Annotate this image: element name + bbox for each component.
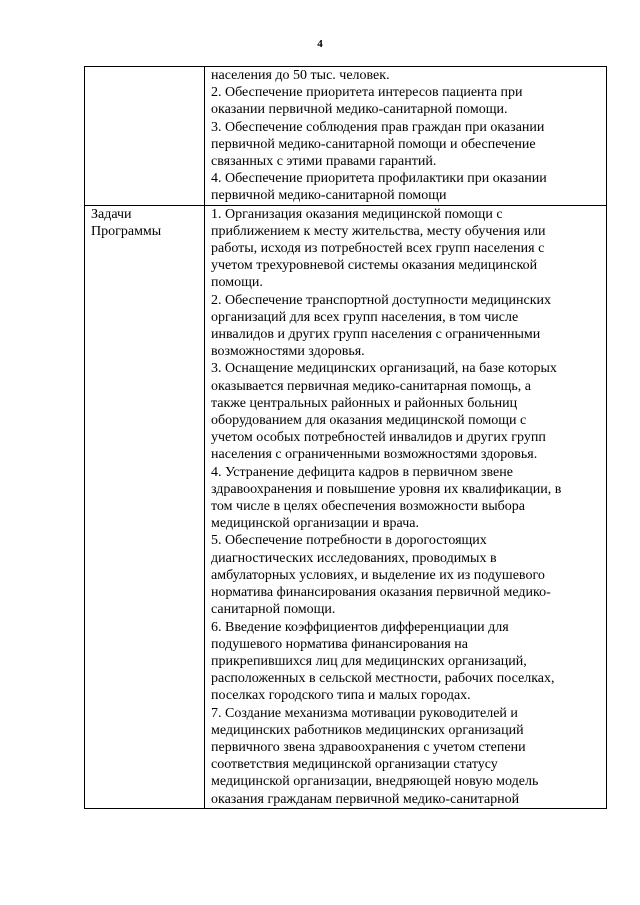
program-passport-table <box>84 66 607 809</box>
text-line: прикрепившихся лиц для медицинских организаций, <box>211 653 527 669</box>
text-line: норматива финансирования оказания первичной медико- <box>211 585 551 601</box>
text-line: оказания гражданам первичной медико-санитарной <box>211 791 520 807</box>
text-line: первичной медико-санитарной помощи <box>211 188 447 204</box>
text-line: 7. Создание механизма мотивации руководителей и <box>211 705 518 721</box>
text-line: подушевого норматива финансирования на <box>211 636 468 652</box>
text-line: соответствия медицинской организации статусу <box>211 757 498 773</box>
text-line: первичной медико-санитарной помощи и обеспечение <box>211 136 536 152</box>
row-label-cell <box>85 67 205 206</box>
text-line: медицинской организации и врача. <box>211 516 419 532</box>
text-line: медицинской организации, внедряющей новую модель <box>211 774 539 790</box>
text-line: медицинских работников медицинских организаций <box>211 722 524 738</box>
text-line: том числе в целях обеспечения возможности выбора <box>211 499 526 515</box>
text-line: учетом трехуровневой системы оказания медицинской <box>211 258 538 274</box>
text-line: амбулаторных условиях, и выделение их из подушевого <box>211 567 545 583</box>
text-line: 4. Обеспечение приоритета профилактики при оказании <box>211 171 547 187</box>
text-line: 5. Обеспечение потребности в дорогостоящих <box>211 533 487 549</box>
page-number: 4 <box>317 38 323 50</box>
text-line: 1. Организация оказания медицинской помощи с <box>211 206 503 222</box>
text-line: оборудованием для оказания медицинской помощи с <box>211 413 527 429</box>
text-line: работы, исходя из потребностей всех групп населения с <box>211 241 545 257</box>
text-line: диагностических исследованиях, проводимых в <box>211 550 497 566</box>
text-line: 4. Устранение дефицита кадров в первичном звене <box>211 464 513 480</box>
text-line: организаций для всех групп населения, в том числе <box>211 309 519 325</box>
text-line: санитарной помощи. <box>211 602 336 618</box>
row-label-line: Задачи <box>91 206 132 222</box>
text-line: здравоохранения и повышение уровня их квалификации, в <box>211 481 562 497</box>
text-line: 3. Оснащение медицинских организаций, на базе которых <box>211 361 557 377</box>
text-line: населения до 50 тыс. человек. <box>211 68 390 83</box>
text-line: оказании первичной медико-санитарной помощи. <box>211 102 508 118</box>
text-line: оказывается первичная медико-санитарная помощь, а <box>211 378 531 394</box>
text-line: инвалидов и других групп населения с ограниченными <box>211 327 541 343</box>
table-row <box>85 67 607 206</box>
table-row <box>85 205 607 808</box>
row-label-cell <box>85 205 205 808</box>
row-content-cell <box>205 67 607 206</box>
text-line: 3. Обеспечение соблюдения прав граждан при оказании <box>211 119 545 135</box>
text-line: населения с ограниченными возможностями здоровья. <box>211 447 538 463</box>
text-line: возможностями здоровья. <box>211 344 365 360</box>
text-line: также центральных районных и районных больниц <box>211 395 518 411</box>
text-line: поселках городского типа и малых городах. <box>211 688 471 704</box>
text-line: 2. Обеспечение транспортной доступности медицинских <box>211 292 552 308</box>
text-line: первичного звена здравоохранения с учетом степени <box>211 739 526 755</box>
text-line: расположенных в сельской местности, рабочих поселках, <box>211 671 555 687</box>
text-line: 6. Введение коэффициентов дифференциации для <box>211 619 509 635</box>
text-line: приближением к месту жительства, месту обучения или <box>211 223 546 239</box>
text-line: помощи. <box>211 275 263 291</box>
text-line: связанных с этими правами гарантий. <box>211 154 437 170</box>
row-content-cell <box>205 205 607 808</box>
text-line: учетом особых потребностей инвалидов и других групп <box>211 430 546 446</box>
text-line: 2. Обеспечение приоритета интересов пациента при <box>211 85 523 101</box>
row-label-line: Программы <box>91 223 162 239</box>
